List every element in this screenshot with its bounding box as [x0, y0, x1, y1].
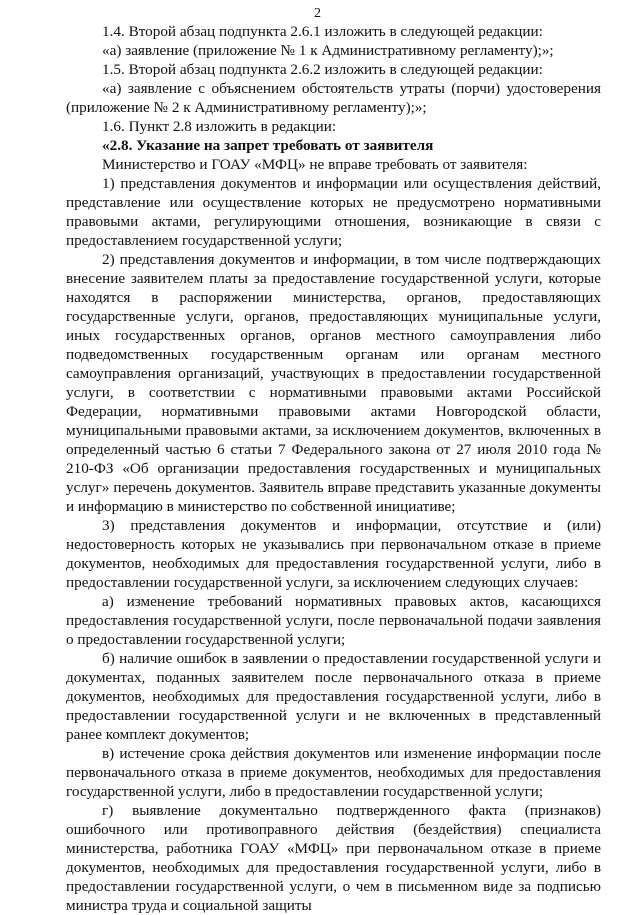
- sub-item-b: б) наличие ошибок в заявлении о предоставлении государственной услуги и документах, поданных заявителем после первоначального отказа в приеме документов, необходимых для предоставления государственной услуги, либо в предоставлении государственной услуги и не включенных в представленный ранее комплект документов;: [66, 650, 601, 743]
- amendment-1-5: 1.5. Второй абзац подпункта 2.6.2 изложить в следующей редакции:: [102, 61, 543, 78]
- document-body: [66, 22, 601, 915]
- amendment-1-4: 1.4. Второй абзац подпункта 2.6.1 изложить в следующей редакции:: [102, 23, 543, 40]
- list-item-1: 1) представления документов и информации или осуществления действий, представление или осуществление которых не предусмотрено нормативными правовыми актами, регулирующими отношения, возникающие в связи с предоставлением государственной услуги;: [66, 175, 601, 249]
- sub-item-a: а) изменение требований нормативных правовых актов, касающихся предоставления государственной услуги, после первоначальной подачи заявления о предоставлении государственной услуги;: [66, 593, 601, 648]
- amendment-1-4-text: «а) заявление (приложение № 1 к Административному регламенту);»;: [102, 42, 554, 59]
- amendment-1-6: 1.6. Пункт 2.8 изложить в редакции:: [102, 118, 337, 135]
- section-heading-2-8: «2.8. Указание на запрет требовать от заявителя: [102, 137, 434, 154]
- amendment-1-5-text: «а) заявление с объяснением обстоятельств утраты (порчи) удостоверения (приложение № 2 к Административному регламенту);»;: [66, 80, 601, 116]
- section-intro: Министерство и ГОАУ «МФЦ» не вправе требовать от заявителя:: [102, 156, 528, 173]
- sub-item-g: г) выявление документально подтвержденного факта (признаков) ошибочного или противоправного действия (бездействия) специалиста министерства, работника ГОАУ «МФЦ» при первоначальном отказе в приеме документов, необходимых для предоставления государственной услуги, либо в предоставлении государственной услуги, о чем в письменном виде за подписью министра труда и социальной защиты: [66, 802, 601, 914]
- sub-item-v: в) истечение срока действия документов или изменение информации после первоначального отказа в приеме документов, необходимых для предоставления государственной услуги, либо в предоставлении государственной услуги;: [66, 745, 601, 800]
- page-number: 2: [314, 6, 321, 21]
- list-item-2: 2) представления документов и информации, в том числе подтверждающих внесение заявителем платы за предоставление государственной услуги, которые находятся в распоряжении министерства, органов, предоставляющих государственные услуги, органов, предоставляющих муниципальные услуги, иных государственных органов, органов местного самоуправления либо подведомственных государственным органам или органам местного самоуправления организаций, участвующих в предоставлении государственной услуги, в соответствии с нормативными правовыми актами Российской Федерации, нормативными правовыми актами Новгородской области, муниципальными правовыми актами, за исключением документов, включенных в определенный частью 6 статьи 7 Федерального закона от 27 июля 2010 года № 210-ФЗ «Об организации предоставления государственных и муниципальных услуг» перечень документов. Заявитель вправе представить указанные документы и информацию в министерство по собственной инициативе;: [66, 251, 601, 515]
- list-item-3: 3) представления документов и информации, отсутствие и (или) недостоверность которых не указывались при первоначальном отказе в приеме документов, необходимых для предоставления государственной услуги, либо в предоставлении государственной услуги, за исключением следующих случаев:: [66, 517, 601, 591]
